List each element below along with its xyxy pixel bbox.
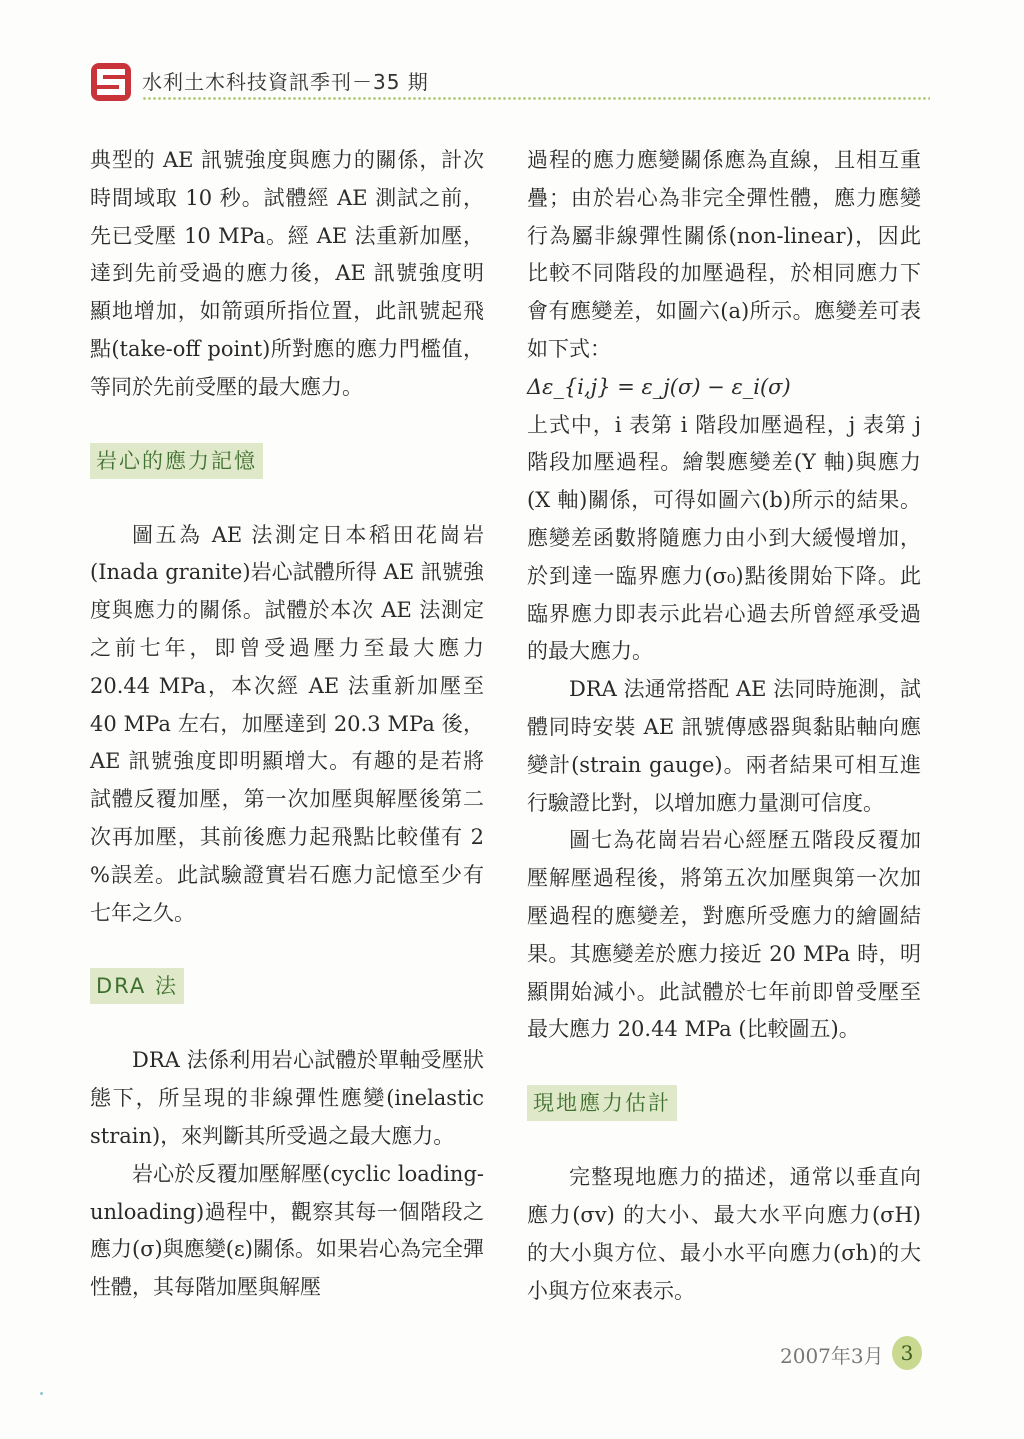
- paragraph: 典型的 AE 訊號強度與應力的關係，計次時間域取 10 秒。試體經 AE 測試之前，先已受壓 10 MPa。經 AE 法重新加壓，達到先前受過的應力後，AE 訊號強度明顯地增加，如箭頭所指位置，此訊號起飛點(take-off point)所對應的應力門檻值，等同於先前受壓的最大應力。: [90, 148, 484, 399]
- paragraph: DRA 法係利用岩心試體於單軸受壓狀態下，所呈現的非線彈性應變(inelastic strain)，來判斷其所受過之最大應力。: [90, 1048, 484, 1148]
- paragraph: 上式中，i 表第 i 階段加壓過程，j 表第 j 階段加壓過程。繪製應變差(Y 軸)與應力(X 軸)關係，可得如圖六(b)所示的結果。應變差函數將隨應力由小到大緩慢增加，於到達一臨界應力(σ₀)點後開始下降。此臨界應力即表示此岩心過去所曾經承受過的最大應力。: [527, 412, 921, 664]
- page-header: [90, 60, 930, 106]
- journal-title: 水利土木科技資訊季刊－35 期: [142, 70, 429, 94]
- page-number: 3: [892, 1336, 922, 1370]
- paragraph: 過程的應力應變關係應為直線，且相互重疊；由於岩心為非完全彈性體，應力應變行為屬非線彈性關係(non-linear)，因此比較不同階段的加壓過程，於相同應力下會有應變差，如圖六(a)所示。應變差可表如下式：: [527, 148, 921, 361]
- equation: Δε_{i,j} = ε_j(σ) − ε_i(σ): [527, 374, 791, 399]
- section-heading: 現地應力估計: [527, 1085, 677, 1121]
- paragraph: 圖五為 AE 法測定日本稻田花崗岩(Inada granite)岩心試體所得 AE 訊號強度與應力的關係。試體於本次 AE 法測定之前七年，即曾受過壓力至最大應力 20.44 MPa，本次經 AE 法重新加壓至 40 MPa 左右，加壓達到 20.3 MPa 後，AE 訊號強度即明顯增大。有趣的是若將試體反覆加壓，第一次加壓與解壓後第二次再加壓，其前後應力起飛點比較僅有 2 %誤差。此試驗證實岩石應力記憶至少有七年之久。: [90, 522, 484, 925]
- header-divider: [142, 96, 930, 102]
- section-heading: DRA 法: [90, 968, 184, 1004]
- section-heading: 岩心的應力記憶: [90, 443, 263, 479]
- issue-date: 2007年3月: [780, 1344, 884, 1368]
- paragraph: 完整現地應力的描述，通常以垂直向應力(σv) 的大小、最大水平向應力(σH) 的大小與方位、最小水平向應力(σh)的大小與方位來表示。: [527, 1165, 921, 1303]
- paragraph: 岩心於反覆加壓解壓(cyclic loading-unloading)過程中，觀察其每一個階段之應力(σ)與應變(ε)關係。如果岩心為完全彈性體，其每階加壓與解壓: [90, 1161, 484, 1300]
- journal-logo-icon: [90, 62, 132, 102]
- page-footer: [760, 1332, 930, 1376]
- left-column: [90, 142, 484, 1307]
- scan-speck: [40, 1392, 43, 1395]
- paragraph: DRA 法通常搭配 AE 法同時施測，試體同時安裝 AE 訊號傳感器與黏貼軸向應變計(strain gauge)。兩者結果可相互進行驗證比對，以增加應力量測可信度。: [527, 677, 921, 815]
- paragraph: 圖七為花崗岩岩心經歷五階段反覆加壓解壓過程後，將第五次加壓與第一次加壓過程的應變差，對應所受應力的繪圖結果。其應變差於應力接近 20 MPa 時，明顯開始減小。此試體於七年前即曾受壓至最大應力 20.44 MPa (比較圖五)。: [527, 828, 921, 1042]
- right-column: [527, 142, 921, 1310]
